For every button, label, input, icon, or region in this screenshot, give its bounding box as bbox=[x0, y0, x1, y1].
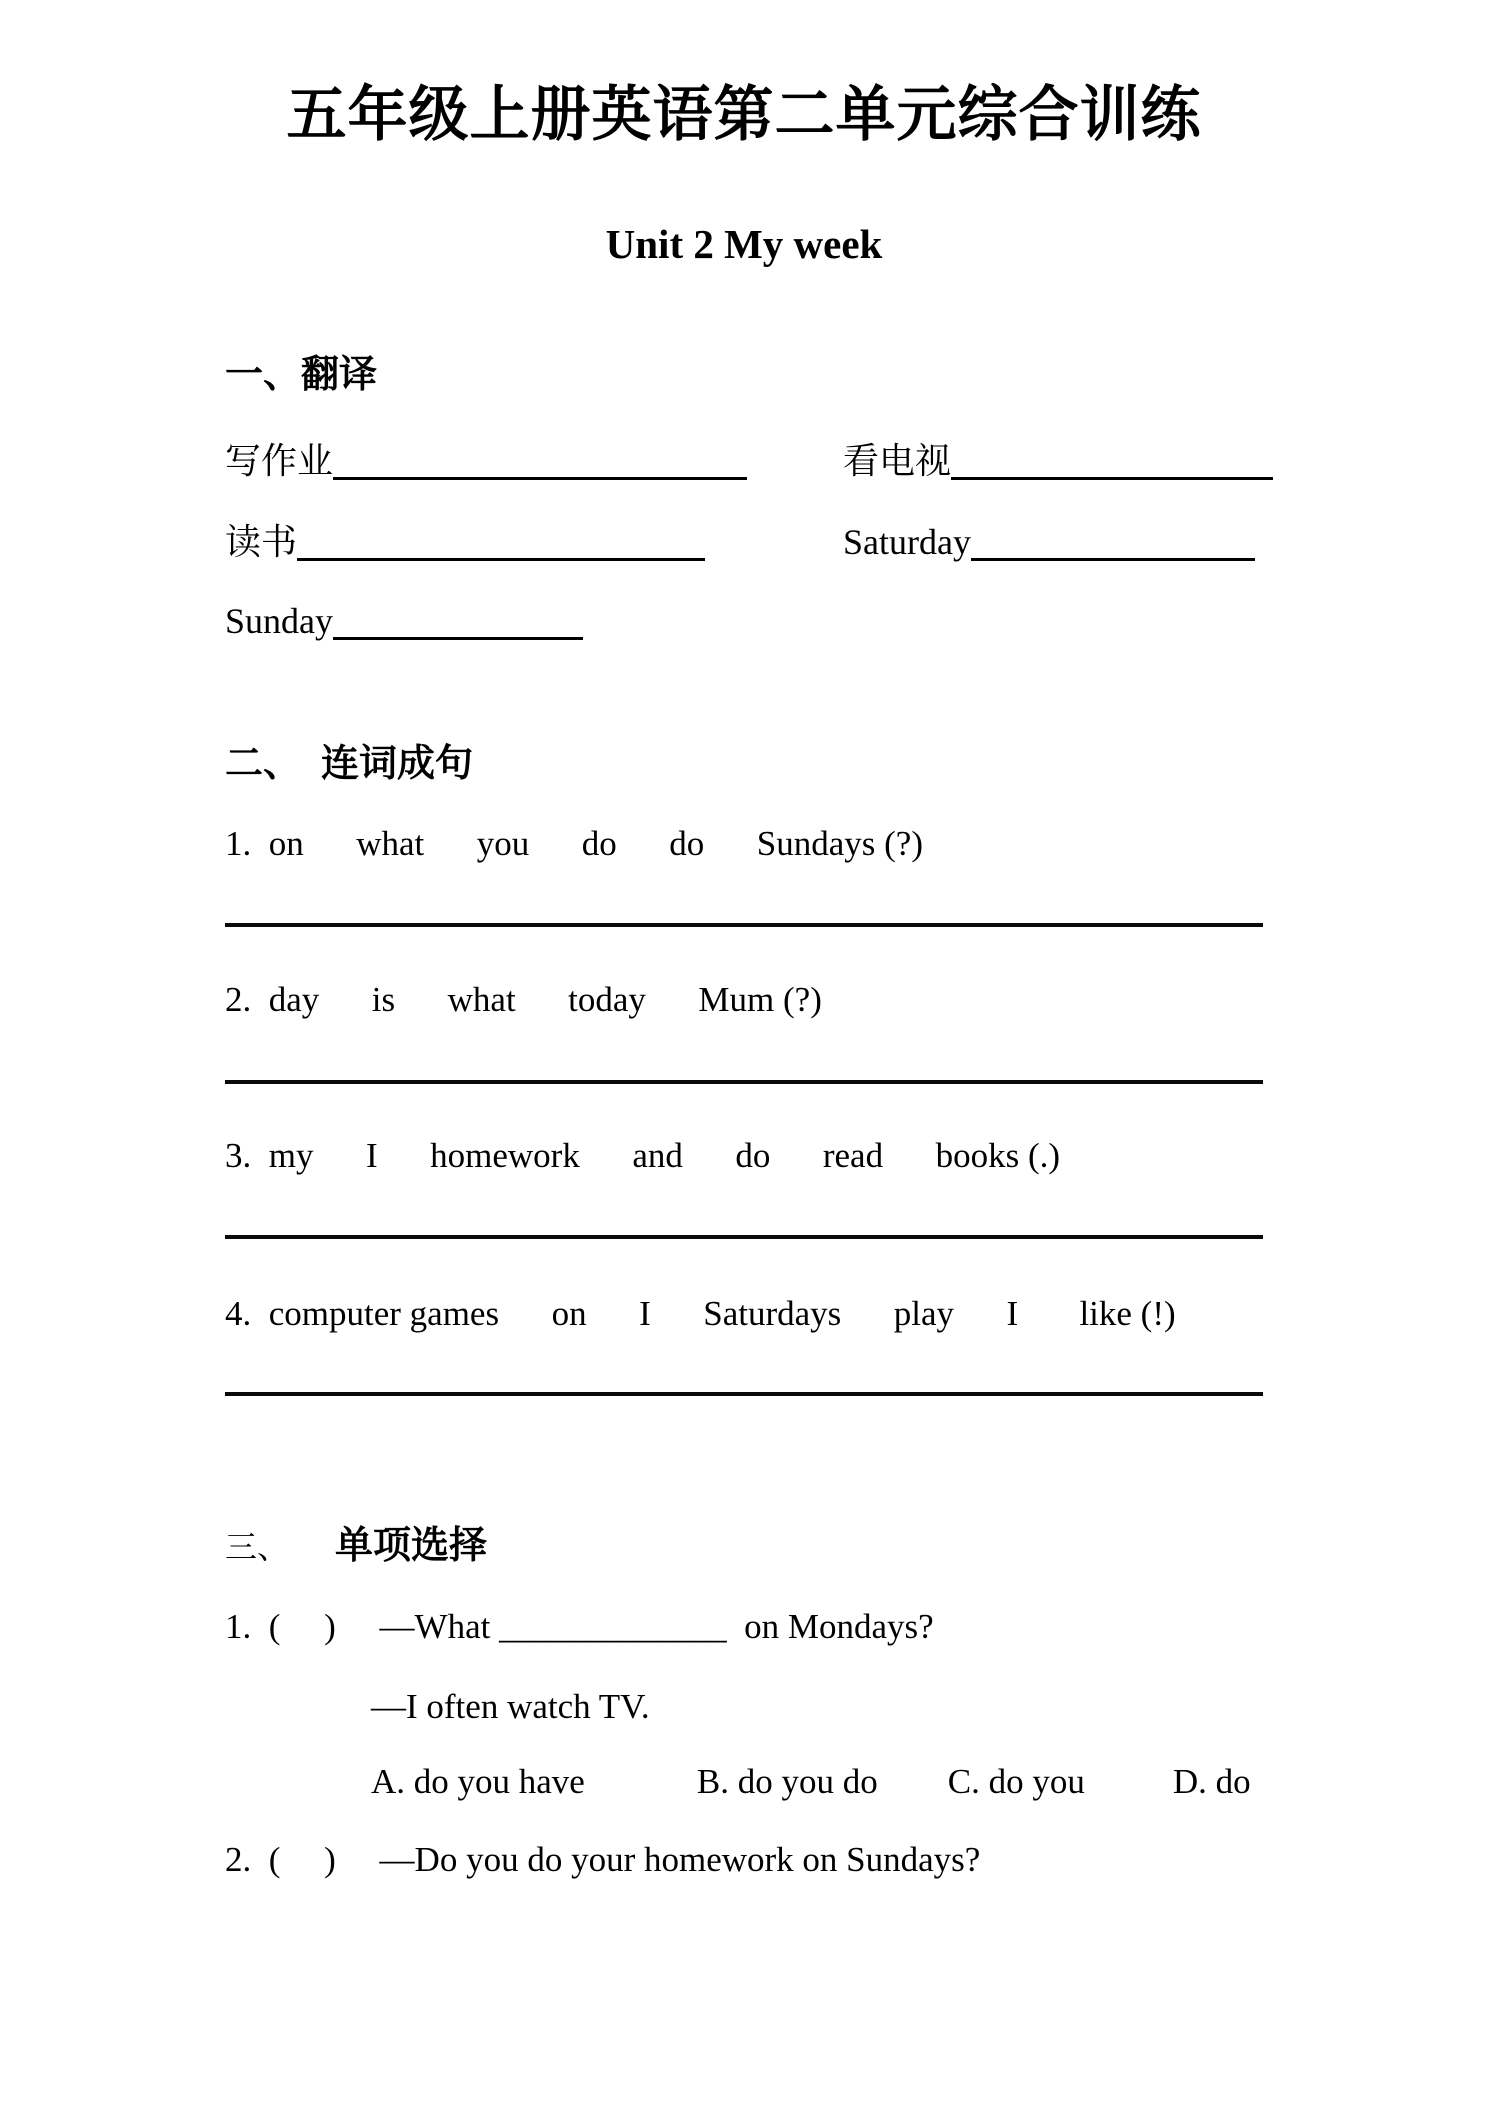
section1-heading bbox=[225, 354, 1263, 398]
section1-number: 一、 bbox=[225, 354, 302, 397]
jumble-sentence-2: 2. day is what today Mum (?) bbox=[225, 979, 822, 1019]
translation-item-sunday bbox=[225, 600, 843, 643]
mc-option-b: B. do you do bbox=[696, 1762, 878, 1802]
section3-number: 三、 bbox=[225, 1529, 290, 1566]
translation-item-dushu bbox=[225, 521, 843, 564]
jumble-sentence-4: 4. computer games on I Saturdays play I like (!) bbox=[225, 1293, 1176, 1333]
translation-row-2 bbox=[225, 521, 1263, 564]
section2-number: 二、 bbox=[225, 743, 302, 786]
translation-row-3 bbox=[225, 600, 1263, 643]
section2-title: 连词成句 bbox=[321, 743, 474, 786]
translation-label: 写作业 bbox=[225, 440, 334, 481]
writing-line bbox=[225, 1392, 1263, 1396]
answer-blank bbox=[333, 627, 583, 640]
mc-option-d: D. do bbox=[1172, 1762, 1251, 1802]
mc-question-1-reply: —I often watch TV. bbox=[371, 1687, 650, 1727]
translation-label: 看电视 bbox=[843, 440, 952, 481]
jumble-sentence-3: 3. my I homework and do read books (.) bbox=[225, 1136, 1061, 1176]
worksheet-title: 五年级上册英语第二单元综合训练 bbox=[286, 81, 1202, 148]
translation-label: Sunday bbox=[225, 601, 333, 642]
translation-item-saturday bbox=[843, 522, 1255, 562]
answer-blank bbox=[951, 467, 1273, 480]
section1-title: 翻译 bbox=[301, 354, 378, 397]
mc-question-1-stem: 1. ( ) —What _____________ on Mondays? bbox=[225, 1606, 934, 1646]
writing-line bbox=[225, 923, 1263, 927]
unit-title: Unit 2 My week bbox=[605, 221, 883, 267]
translation-row-1 bbox=[225, 440, 1263, 483]
writing-line bbox=[225, 1080, 1263, 1084]
mc-question-2-stem: 2. ( ) —Do you do your homework on Sundays? bbox=[225, 1839, 981, 1879]
section3-heading bbox=[225, 1525, 1263, 1569]
answer-blank bbox=[333, 467, 747, 480]
translation-item-xiezuoye bbox=[225, 440, 843, 483]
writing-line bbox=[225, 1235, 1263, 1239]
section2-heading bbox=[225, 743, 1263, 787]
translation-item-kandianshi bbox=[843, 441, 1273, 481]
mc-question-1-options bbox=[225, 1758, 1263, 1805]
translation-label: Saturday bbox=[843, 522, 971, 563]
mc-option-a: A. do you have bbox=[371, 1762, 585, 1802]
jumble-sentence-1: 1. on what you do do Sundays (?) bbox=[225, 824, 924, 864]
section3-title: 单项选择 bbox=[335, 1525, 488, 1568]
answer-blank bbox=[297, 548, 705, 561]
mc-option-c: C. do you bbox=[947, 1762, 1085, 1802]
answer-blank bbox=[971, 548, 1255, 561]
translation-label: 读书 bbox=[225, 522, 298, 563]
